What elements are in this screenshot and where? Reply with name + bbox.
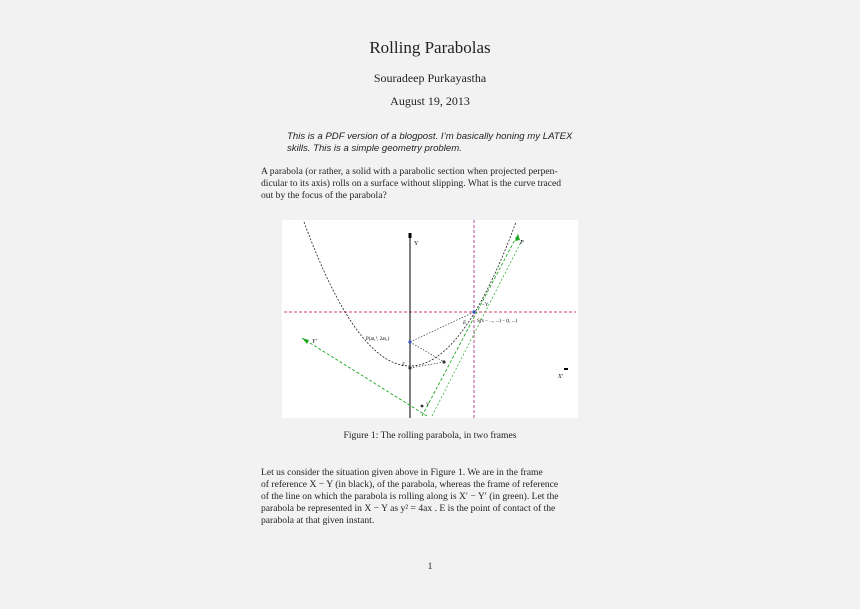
label-bottom: V [426,403,430,408]
abstract-line: skills. This is a simple geometry problem. [287,143,462,154]
paragraph-line: dicular to its axis) rolls on a surface without slipping. What is the curve traced [261,178,562,189]
point-contact [442,360,445,363]
y-axis-arrow [409,233,412,238]
point-intersection [472,310,475,313]
tangent-line-green [422,234,518,416]
point-on-parabola [408,340,411,343]
paragraph-analysis [261,467,601,527]
paper-author: Souradeep Purkayastha [373,71,487,85]
x-prime-arrow [564,368,568,370]
figure-caption: Figure 1: The rolling parabola, in two frames [343,430,517,441]
paragraph-line: parabola at that given instant. [261,515,375,526]
paragraph-line: of the line on which the parabola is rolling along is X′ − Y′ (in green). Let the [261,491,559,502]
figure-rolling-parabola [282,220,578,418]
point-bottom [421,405,424,408]
label-minus-y: −Y [482,303,489,308]
label-point-left: P(at₁², 2at₁) [366,337,390,342]
construction-line [410,342,444,362]
paper-date: August 19, 2013 [390,94,470,108]
y-axis-label: Y [414,241,419,247]
paragraph-line: A parabola (or rather, a solid with a parabolic section when projected perpen- [261,166,558,177]
paragraph-line: parabola be represented in X − Y as y² = 4ax . E is the point of contact of the [261,503,556,514]
y-prime-axis [302,338,427,416]
label-focus: F [402,363,406,368]
abstract [287,131,592,155]
paper-title: Rolling Parabolas [369,38,491,57]
x-prime-label: X′ [558,374,563,380]
paragraph-intro [261,166,601,202]
paragraph-line: Let us consider the situation given above in Figure 1. We are in the frame [261,467,543,478]
y-prime-arrow [302,338,309,344]
y-prime-label: Y′ [312,339,317,345]
paragraph-line: of reference X − Y (in black), of the parabola, whereas the frame of reference [261,479,559,490]
paragraph-line: out by the focus of the parabola? [261,190,387,201]
figure-diagram [282,220,578,418]
label-top-right: P [520,240,524,246]
page-number: 1 [427,561,433,572]
construction-line [410,312,474,342]
label-formula-right: S(x − ..., ...) − (t, ...) [477,319,518,324]
label-e: E [463,321,467,326]
abstract-line: This is a PDF version of a blogpost. I’m basically honing my LATEX [287,131,573,142]
construction-line [410,362,444,368]
point-vertex [408,366,411,369]
tangent-line-green-2 [432,240,522,416]
